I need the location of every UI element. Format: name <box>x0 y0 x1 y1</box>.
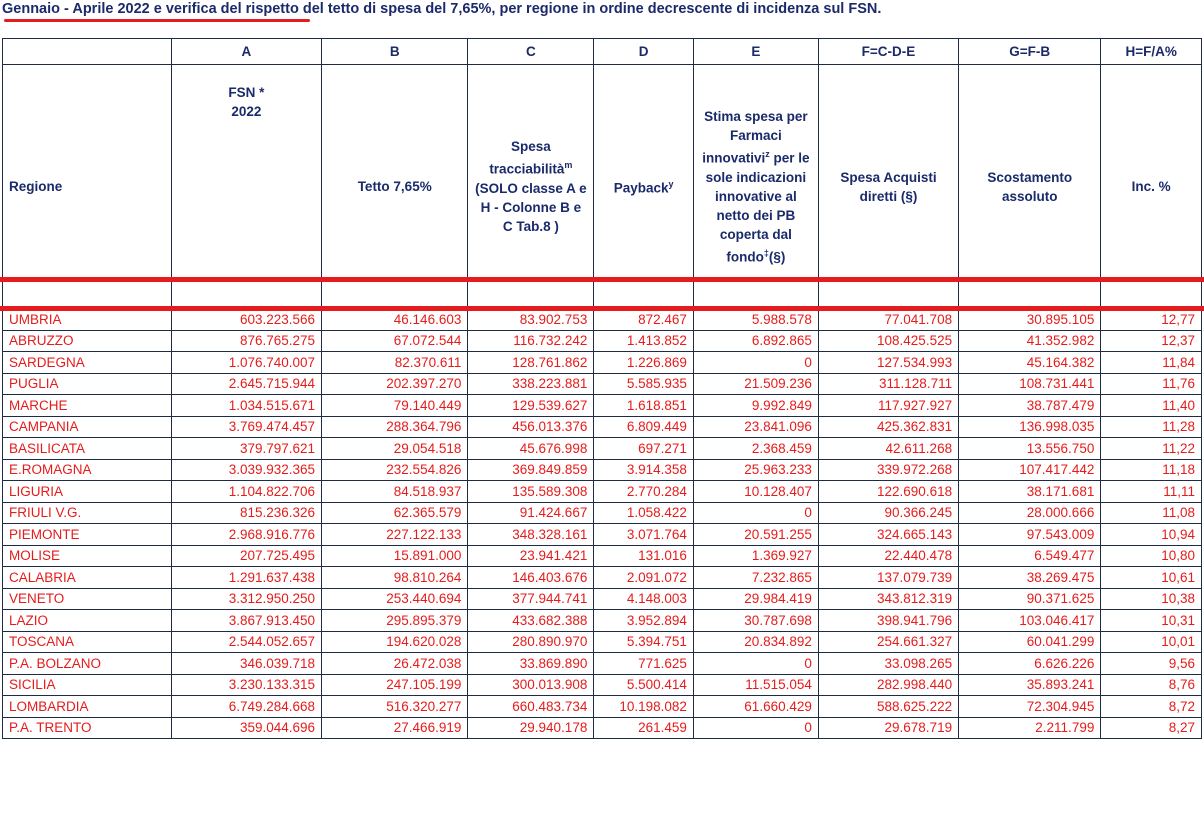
region-cell: LOMBARDIA <box>3 696 172 718</box>
column-letter: E <box>693 39 818 65</box>
value-cell: 27.466.919 <box>322 717 468 739</box>
header-stima-sup2: ‡ <box>763 247 769 258</box>
value-cell: 10,80 <box>1101 545 1202 567</box>
value-cell: 516.320.277 <box>322 696 468 718</box>
value-cell: 62.365.579 <box>322 502 468 524</box>
table-row <box>3 610 1202 632</box>
value-cell: 11,76 <box>1101 373 1202 395</box>
value-cell: 377.944.741 <box>468 588 594 610</box>
value-cell: 82.370.611 <box>322 352 468 374</box>
value-cell: 2.645.715.944 <box>171 373 321 395</box>
value-cell: 603.223.566 <box>171 309 321 331</box>
value-cell: 11,28 <box>1101 416 1202 438</box>
table-row <box>3 674 1202 696</box>
value-cell: 116.732.242 <box>468 330 594 352</box>
value-cell: 3.952.894 <box>594 610 694 632</box>
value-cell: 1.104.822.706 <box>171 481 321 503</box>
value-cell: 103.046.417 <box>959 610 1101 632</box>
region-cell: MARCHE <box>3 395 172 417</box>
value-cell: 38.787.479 <box>959 395 1101 417</box>
column-letter: A <box>171 39 321 65</box>
column-letter: G=F-B <box>959 39 1101 65</box>
value-cell: 5.394.751 <box>594 631 694 653</box>
value-cell: 3.039.932.365 <box>171 459 321 481</box>
value-cell: 876.765.275 <box>171 330 321 352</box>
value-cell: 38.171.681 <box>959 481 1101 503</box>
value-cell: 379.797.621 <box>171 438 321 460</box>
header-tetto: Tetto 7,65% <box>322 65 468 309</box>
value-cell: 41.352.982 <box>959 330 1101 352</box>
value-cell: 90.371.625 <box>959 588 1101 610</box>
table-row <box>3 481 1202 503</box>
value-cell: 3.071.764 <box>594 524 694 546</box>
value-cell: 369.849.859 <box>468 459 594 481</box>
value-cell: 311.128.711 <box>818 373 958 395</box>
value-cell: 20.591.255 <box>693 524 818 546</box>
title-underline-mark <box>4 19 310 22</box>
value-cell: 2.091.072 <box>594 567 694 589</box>
table-row <box>3 373 1202 395</box>
value-cell: 127.534.993 <box>818 352 958 374</box>
value-cell: 10.198.082 <box>594 696 694 718</box>
value-cell: 288.364.796 <box>322 416 468 438</box>
header-stima-sup1: z <box>765 149 770 159</box>
header-fsn-line1: FSN * <box>228 85 265 100</box>
value-cell: 91.424.667 <box>468 502 594 524</box>
value-cell: 227.122.133 <box>322 524 468 546</box>
column-letter: D <box>594 39 694 65</box>
value-cell: 300.013.908 <box>468 674 594 696</box>
value-cell: 26.472.038 <box>322 653 468 675</box>
column-letter: F=C-D-E <box>818 39 958 65</box>
header-spesa-tracciabilita <box>468 65 594 309</box>
value-cell: 10,31 <box>1101 610 1202 632</box>
value-cell: 11,40 <box>1101 395 1202 417</box>
value-cell: 45.676.998 <box>468 438 594 460</box>
value-cell: 10,94 <box>1101 524 1202 546</box>
value-cell: 42.611.268 <box>818 438 958 460</box>
value-cell: 0 <box>693 717 818 739</box>
value-cell: 35.893.241 <box>959 674 1101 696</box>
value-cell: 12,77 <box>1101 309 1202 331</box>
page-title: Gennaio - Aprile 2022 e verifica del rispetto del tetto di spesa del 7,65%, per regione in ordine decrescente di incidenza sul FSN. <box>2 1 882 17</box>
value-cell: 588.625.222 <box>818 696 958 718</box>
value-cell: 282.998.440 <box>818 674 958 696</box>
value-cell: 4.148.003 <box>594 588 694 610</box>
value-cell: 67.072.544 <box>322 330 468 352</box>
header-stima-b: per le sole indicazioni innovative al netto dei PB coperta dal fondo <box>705 150 810 264</box>
table-row <box>3 588 1202 610</box>
value-cell: 3.914.358 <box>594 459 694 481</box>
value-cell: 280.890.970 <box>468 631 594 653</box>
table-row <box>3 567 1202 589</box>
value-cell: 11,11 <box>1101 481 1202 503</box>
value-cell: 194.620.028 <box>322 631 468 653</box>
value-cell: 1.058.422 <box>594 502 694 524</box>
value-cell: 25.963.233 <box>693 459 818 481</box>
value-cell: 90.366.245 <box>818 502 958 524</box>
value-cell: 61.660.429 <box>693 696 818 718</box>
header-regione: Regione <box>3 65 172 309</box>
value-cell: 2.544.052.657 <box>171 631 321 653</box>
value-cell: 15.891.000 <box>322 545 468 567</box>
region-cell: FRIULI V.G. <box>3 502 172 524</box>
header-payback-sup: y <box>668 179 674 190</box>
value-cell: 45.164.382 <box>959 352 1101 374</box>
value-cell: 108.425.525 <box>818 330 958 352</box>
value-cell: 1.413.852 <box>594 330 694 352</box>
value-cell: 1.076.740.007 <box>171 352 321 374</box>
value-cell: 30.787.698 <box>693 610 818 632</box>
value-cell: 29.984.419 <box>693 588 818 610</box>
value-cell: 30.895.105 <box>959 309 1101 331</box>
value-cell: 697.271 <box>594 438 694 460</box>
value-cell: 0 <box>693 653 818 675</box>
header-spesa-main: Spesa tracciabilità <box>489 139 565 177</box>
table-row <box>3 438 1202 460</box>
value-cell: 1.369.927 <box>693 545 818 567</box>
header-stima-a: Stima spesa per Farmaci innovativi <box>702 109 808 166</box>
value-cell: 339.972.268 <box>818 459 958 481</box>
highlight-line-bottom <box>0 306 1204 311</box>
region-cell: PUGLIA <box>3 373 172 395</box>
value-cell: 3.867.913.450 <box>171 610 321 632</box>
value-cell: 8,27 <box>1101 717 1202 739</box>
value-cell: 136.998.035 <box>959 416 1101 438</box>
header-scostamento: Scostamento assoluto <box>959 65 1101 309</box>
region-cell: BASILICATA <box>3 438 172 460</box>
value-cell: 348.328.161 <box>468 524 594 546</box>
region-cell: CAMPANIA <box>3 416 172 438</box>
value-cell: 346.039.718 <box>171 653 321 675</box>
value-cell: 261.459 <box>594 717 694 739</box>
column-letter: H=F/A% <box>1101 39 1202 65</box>
region-cell: P.A. TRENTO <box>3 717 172 739</box>
value-cell: 33.869.890 <box>468 653 594 675</box>
region-cell: E.ROMAGNA <box>3 459 172 481</box>
value-cell: 433.682.388 <box>468 610 594 632</box>
value-cell: 207.725.495 <box>171 545 321 567</box>
region-cell: SICILIA <box>3 674 172 696</box>
table-row <box>3 545 1202 567</box>
header-payback-main: Payback <box>613 180 669 196</box>
value-cell: 79.140.449 <box>322 395 468 417</box>
value-cell: 295.895.379 <box>322 610 468 632</box>
value-cell: 97.543.009 <box>959 524 1101 546</box>
value-cell: 135.589.308 <box>468 481 594 503</box>
table-row <box>3 459 1202 481</box>
value-cell: 2.368.459 <box>693 438 818 460</box>
value-cell: 771.625 <box>594 653 694 675</box>
value-cell: 2.968.916.776 <box>171 524 321 546</box>
value-cell: 5.585.935 <box>594 373 694 395</box>
value-cell: 398.941.796 <box>818 610 958 632</box>
value-cell: 29.940.178 <box>468 717 594 739</box>
table-row <box>3 717 1202 739</box>
value-cell: 338.223.881 <box>468 373 594 395</box>
value-cell: 6.549.477 <box>959 545 1101 567</box>
value-cell: 9.992.849 <box>693 395 818 417</box>
value-cell: 33.098.265 <box>818 653 958 675</box>
value-cell: 108.731.441 <box>959 373 1101 395</box>
header-fsn-line2: 2022 <box>231 104 262 119</box>
value-cell: 324.665.143 <box>818 524 958 546</box>
header-spesa-sup: m <box>564 160 573 171</box>
value-cell: 11,84 <box>1101 352 1202 374</box>
region-cell: VENETO <box>3 588 172 610</box>
value-cell: 0 <box>693 502 818 524</box>
value-cell: 232.554.826 <box>322 459 468 481</box>
header-fsn <box>171 65 321 309</box>
region-cell: MOLISE <box>3 545 172 567</box>
value-cell: 11,22 <box>1101 438 1202 460</box>
table-row <box>3 330 1202 352</box>
column-headers-row <box>3 65 1202 309</box>
value-cell: 2.211.799 <box>959 717 1101 739</box>
value-cell: 38.269.475 <box>959 567 1101 589</box>
value-cell: 83.902.753 <box>468 309 594 331</box>
column-letters-row <box>3 39 1202 65</box>
region-cell: LAZIO <box>3 610 172 632</box>
table-row <box>3 395 1202 417</box>
value-cell: 425.362.831 <box>818 416 958 438</box>
value-cell: 253.440.694 <box>322 588 468 610</box>
header-acquisti-diretti: Spesa Acquisti diretti (§) <box>818 65 958 309</box>
header-spesa-rest: (SOLO classe A e H - Colonne B e C Tab.8 ) <box>475 180 587 234</box>
table-row <box>3 524 1202 546</box>
value-cell: 122.690.618 <box>818 481 958 503</box>
region-cell: CALABRIA <box>3 567 172 589</box>
value-cell: 456.013.376 <box>468 416 594 438</box>
value-cell: 6.809.449 <box>594 416 694 438</box>
table-row <box>3 309 1202 331</box>
value-cell: 23.841.096 <box>693 416 818 438</box>
table-row <box>3 352 1202 374</box>
value-cell: 28.000.666 <box>959 502 1101 524</box>
value-cell: 60.041.299 <box>959 631 1101 653</box>
region-cell: PIEMONTE <box>3 524 172 546</box>
table-row <box>3 653 1202 675</box>
value-cell: 3.312.950.250 <box>171 588 321 610</box>
value-cell: 5.988.578 <box>693 309 818 331</box>
value-cell: 10,01 <box>1101 631 1202 653</box>
value-cell: 11,08 <box>1101 502 1202 524</box>
header-stima-c: (§) <box>768 249 786 264</box>
value-cell: 107.417.442 <box>959 459 1101 481</box>
column-letter: C <box>468 39 594 65</box>
value-cell: 6.892.865 <box>693 330 818 352</box>
value-cell: 22.440.478 <box>818 545 958 567</box>
value-cell: 359.044.696 <box>171 717 321 739</box>
value-cell: 6.749.284.668 <box>171 696 321 718</box>
value-cell: 131.016 <box>594 545 694 567</box>
value-cell: 2.770.284 <box>594 481 694 503</box>
value-cell: 202.397.270 <box>322 373 468 395</box>
value-cell: 84.518.937 <box>322 481 468 503</box>
value-cell: 5.500.414 <box>594 674 694 696</box>
value-cell: 29.678.719 <box>818 717 958 739</box>
value-cell: 12,37 <box>1101 330 1202 352</box>
value-cell: 29.054.518 <box>322 438 468 460</box>
value-cell: 10.128.407 <box>693 481 818 503</box>
region-cell: ABRUZZO <box>3 330 172 352</box>
region-cell: SARDEGNA <box>3 352 172 374</box>
value-cell: 1.226.869 <box>594 352 694 374</box>
value-cell: 77.041.708 <box>818 309 958 331</box>
value-cell: 343.812.319 <box>818 588 958 610</box>
value-cell: 3.230.133.315 <box>171 674 321 696</box>
value-cell: 254.661.327 <box>818 631 958 653</box>
value-cell: 98.810.264 <box>322 567 468 589</box>
value-cell: 9,56 <box>1101 653 1202 675</box>
value-cell: 128.761.862 <box>468 352 594 374</box>
value-cell: 247.105.199 <box>322 674 468 696</box>
value-cell: 137.079.739 <box>818 567 958 589</box>
highlight-line-top <box>0 277 1204 282</box>
value-cell: 46.146.603 <box>322 309 468 331</box>
value-cell: 13.556.750 <box>959 438 1101 460</box>
region-cell: P.A. BOLZANO <box>3 653 172 675</box>
table-row <box>3 416 1202 438</box>
region-cell: UMBRIA <box>3 309 172 331</box>
spending-table <box>2 38 1202 739</box>
value-cell: 21.509.236 <box>693 373 818 395</box>
value-cell: 872.467 <box>594 309 694 331</box>
value-cell: 1.618.851 <box>594 395 694 417</box>
header-stima-innovativi <box>693 65 818 309</box>
value-cell: 3.769.474.457 <box>171 416 321 438</box>
value-cell: 6.626.226 <box>959 653 1101 675</box>
value-cell: 11.515.054 <box>693 674 818 696</box>
table-body <box>3 309 1202 739</box>
value-cell: 10,38 <box>1101 588 1202 610</box>
value-cell: 117.927.927 <box>818 395 958 417</box>
value-cell: 11,18 <box>1101 459 1202 481</box>
header-payback <box>594 65 694 309</box>
header-inc: Inc. % <box>1101 65 1202 309</box>
value-cell: 8,76 <box>1101 674 1202 696</box>
region-cell: TOSCANA <box>3 631 172 653</box>
value-cell: 23.941.421 <box>468 545 594 567</box>
value-cell: 1.291.637.438 <box>171 567 321 589</box>
value-cell: 815.236.326 <box>171 502 321 524</box>
value-cell: 72.304.945 <box>959 696 1101 718</box>
value-cell: 660.483.734 <box>468 696 594 718</box>
value-cell: 129.539.627 <box>468 395 594 417</box>
value-cell: 10,61 <box>1101 567 1202 589</box>
value-cell: 20.834.892 <box>693 631 818 653</box>
column-letter: B <box>322 39 468 65</box>
table-row <box>3 696 1202 718</box>
value-cell: 1.034.515.671 <box>171 395 321 417</box>
region-cell: LIGURIA <box>3 481 172 503</box>
value-cell: 0 <box>693 352 818 374</box>
table-row <box>3 502 1202 524</box>
table-row <box>3 631 1202 653</box>
column-letter <box>3 39 172 65</box>
value-cell: 7.232.865 <box>693 567 818 589</box>
value-cell: 146.403.676 <box>468 567 594 589</box>
value-cell: 8,72 <box>1101 696 1202 718</box>
